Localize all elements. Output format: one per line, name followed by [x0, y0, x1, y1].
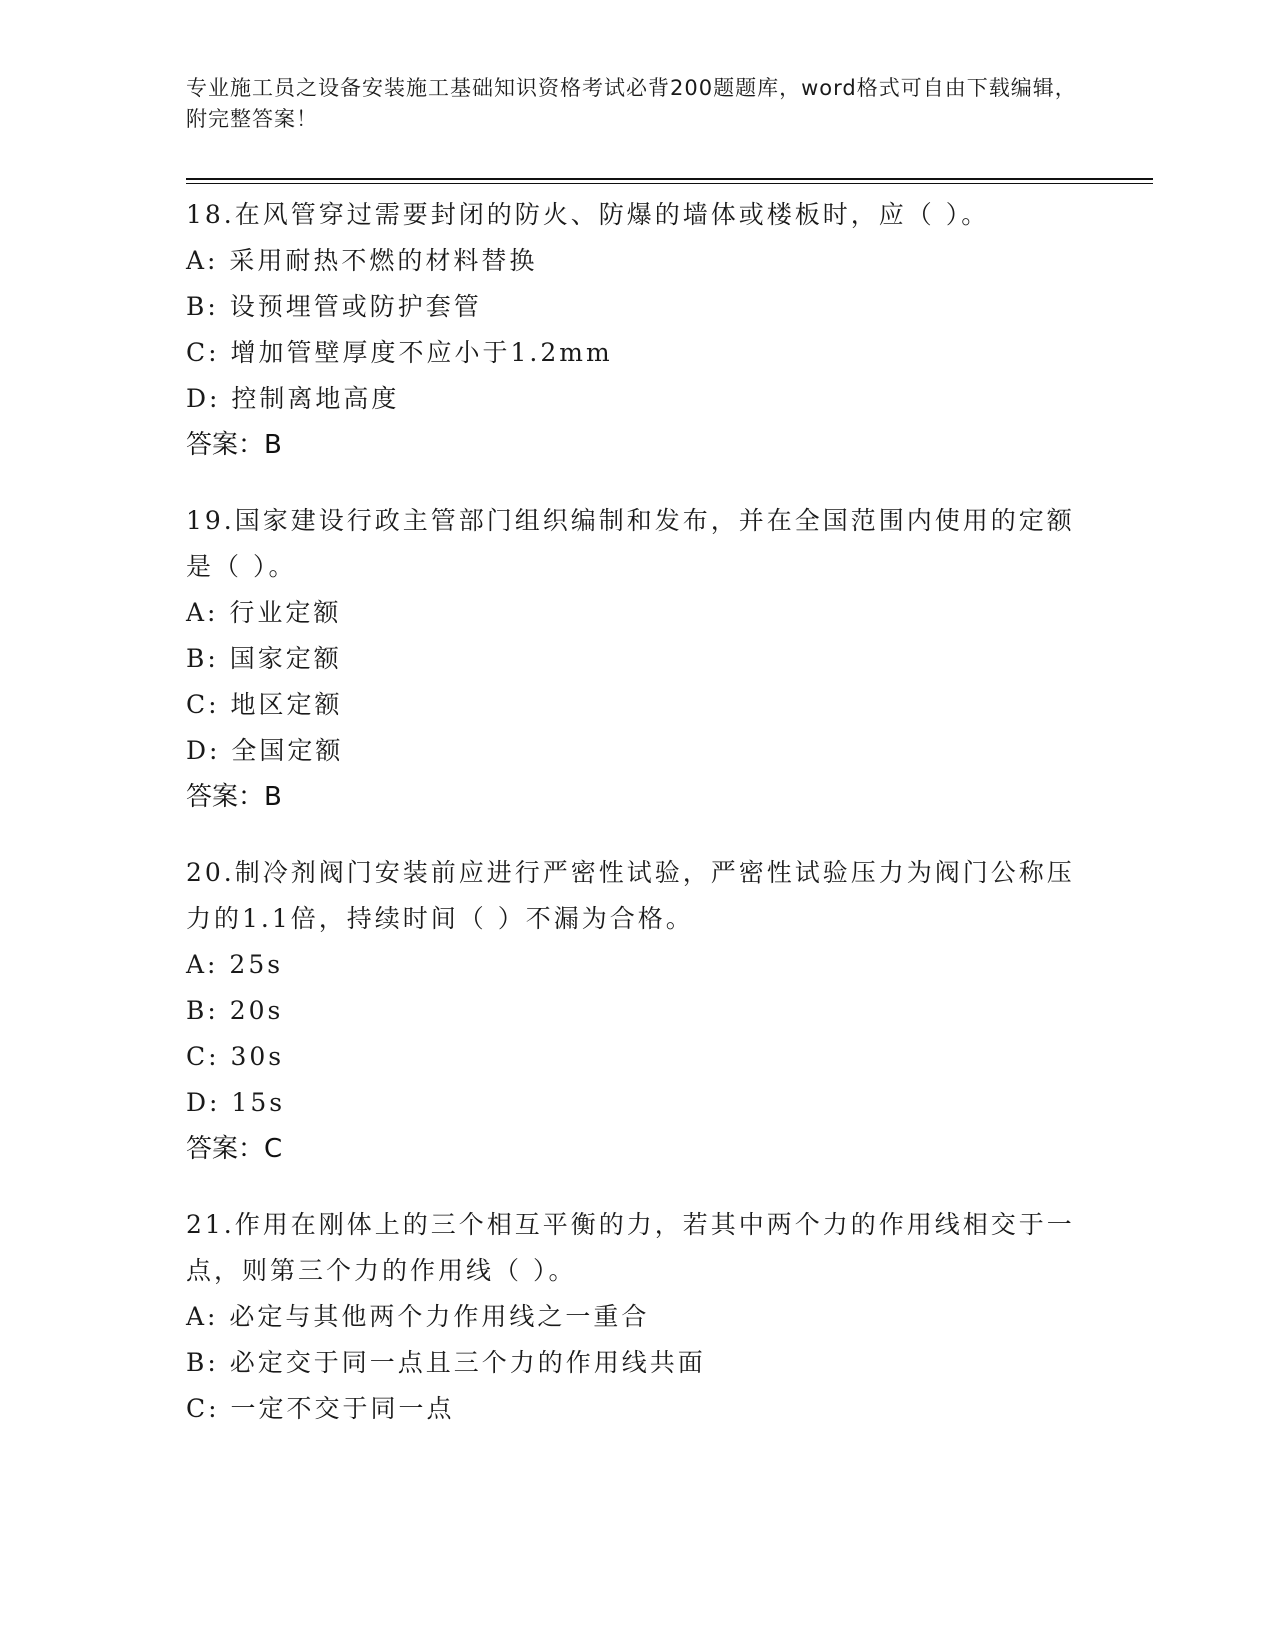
question-21: [186, 1202, 1086, 1432]
question-19: [186, 498, 1086, 820]
option-a: A: 25s: [186, 950, 284, 979]
option-d: D: 全国定额: [186, 736, 344, 765]
option-d: D: 15s: [186, 1088, 286, 1117]
option-b: B: 国家定额: [186, 644, 342, 673]
option-d: D: 控制离地高度: [186, 384, 400, 413]
answer: 答案：C: [186, 1134, 283, 1164]
header-rule-thin: [186, 183, 1153, 184]
option-c: C: 地区定额: [186, 690, 343, 719]
answer: 答案：B: [186, 782, 282, 812]
question-list: [186, 192, 1086, 1462]
answer: 答案：B: [186, 430, 282, 460]
option-a: A: 行业定额: [186, 598, 342, 627]
question-20: [186, 850, 1086, 1172]
option-a: A: 采用耐热不燃的材料替换: [186, 246, 538, 275]
option-b: B: 必定交于同一点且三个力的作用线共面: [186, 1348, 706, 1377]
option-b: B: 20s: [186, 996, 284, 1025]
question-18: [186, 192, 1086, 468]
header-rule-thick: [186, 178, 1153, 180]
question-stem: 19.国家建设行政主管部门组织编制和发布，并在全国范围内使用的定额是（ ）。: [186, 506, 1075, 581]
question-stem: 20.制冷剂阀门安装前应进行严密性试验，严密性试验压力为阀门公称压力的1.1倍，持续时间（ ）不漏为合格。: [186, 858, 1075, 933]
question-stem: 18.在风管穿过需要封闭的防火、防爆的墙体或楼板时，应（ ）。: [186, 200, 990, 229]
document-header: 专业施工员之设备安装施工基础知识资格考试必背200题题库，word格式可自由下载编辑，附完整答案！: [186, 76, 1077, 131]
question-stem: 21.作用在刚体上的三个相互平衡的力，若其中两个力的作用线相交于一点，则第三个力的作用线（ ）。: [186, 1210, 1075, 1285]
option-b: B: 设预埋管或防护套管: [186, 292, 482, 321]
option-c: C: 一定不交于同一点: [186, 1394, 455, 1423]
option-c: C: 增加管壁厚度不应小于1.2mm: [186, 338, 613, 367]
option-a: A: 必定与其他两个力作用线之一重合: [186, 1302, 650, 1331]
option-c: C: 30s: [186, 1042, 285, 1071]
